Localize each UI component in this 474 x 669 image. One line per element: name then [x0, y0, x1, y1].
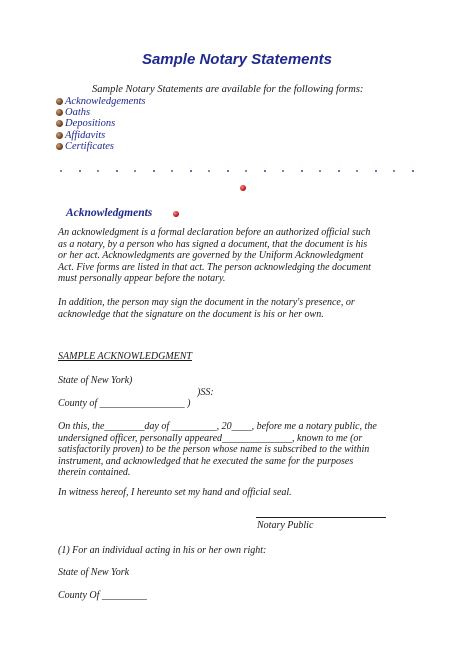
- red-dot-icon: [173, 211, 179, 217]
- divider-dot: [282, 170, 284, 172]
- divider-dot: [393, 170, 395, 172]
- state-line: State of New York: [58, 567, 130, 578]
- divider-dot: [116, 170, 118, 172]
- form-link-depositions[interactable]: Depositions: [65, 118, 116, 130]
- county-line: County of _________________ ): [58, 398, 191, 409]
- bullet-icon: [56, 120, 63, 127]
- bullet-icon: [56, 143, 63, 150]
- bullet-icon: [56, 109, 63, 116]
- form-link-affidavits[interactable]: Affidavits: [65, 129, 106, 141]
- divider-dot: [208, 170, 210, 172]
- sample-heading: SAMPLE ACKNOWLEDGMENT: [58, 351, 192, 362]
- paragraph-certificate: On this, the________day of _________, 20____, before me a notary public, the undersigned officer, personally appeared______________, known to me (or satisfactorily proven) to be the person whose name is subscribed to the within instrument, and acknowledged that he executed the same for the purposes therein contained.: [58, 421, 377, 479]
- divider-dot: [338, 170, 340, 172]
- forms-list: [56, 96, 145, 152]
- signature-line: [256, 517, 386, 518]
- divider-dot: [171, 170, 173, 172]
- red-dot-icon: [240, 185, 246, 191]
- dotted-divider: [60, 170, 415, 174]
- divider-dot: [301, 170, 303, 172]
- list-item[interactable]: [56, 96, 145, 107]
- list-item[interactable]: [56, 130, 145, 141]
- divider-dot: [375, 170, 377, 172]
- witness-line: In witness hereof, I hereunto set my hand and official seal.: [58, 487, 292, 498]
- notary-public-label: Notary Public: [257, 520, 314, 531]
- ss-label: )SS:: [197, 387, 214, 398]
- divider-dot: [264, 170, 266, 172]
- page-title: Sample Notary Statements: [141, 51, 333, 68]
- bullet-icon: [56, 132, 63, 139]
- form-link-certificates[interactable]: Certificates: [65, 140, 114, 152]
- paragraph-definition: An acknowledgment is a formal declaration before an authorized official such as a notary, by a person who has signed a document, that the document is his or her act. Acknowledgments are governed by the Uniform Acknowledgment Act. Five forms are listed in that act. The person acknowledging the document must personally appear before the notary.: [58, 227, 371, 285]
- form-link-oaths[interactable]: Oaths: [65, 107, 91, 119]
- bullet-icon: [56, 98, 63, 105]
- divider-dot: [97, 170, 99, 172]
- list-item[interactable]: [56, 107, 145, 118]
- intro-text: Sample Notary Statements are available for the following forms:: [92, 84, 364, 95]
- divider-dot: [319, 170, 321, 172]
- section-heading: Acknowledgments: [66, 207, 153, 219]
- individual-heading: (1) For an individual acting in his or her own right:: [58, 545, 267, 556]
- divider-dot: [412, 170, 414, 172]
- state-line: State of New York): [58, 375, 133, 386]
- form-link-acknowledgements[interactable]: Acknowledgements: [65, 96, 146, 107]
- divider-dot: [79, 170, 81, 172]
- divider-dot: [245, 170, 247, 172]
- list-item[interactable]: [56, 141, 145, 152]
- county-line: County Of _________: [58, 590, 147, 601]
- divider-dot: [134, 170, 136, 172]
- divider-dot: [60, 170, 62, 172]
- divider-dot: [356, 170, 358, 172]
- list-item[interactable]: [56, 118, 145, 129]
- divider-dot: [153, 170, 155, 172]
- divider-dot: [190, 170, 192, 172]
- paragraph-addition: In addition, the person may sign the document in the notary's presence, or acknowledge that the signature on the document is his or her own.: [58, 297, 355, 320]
- divider-dot: [227, 170, 229, 172]
